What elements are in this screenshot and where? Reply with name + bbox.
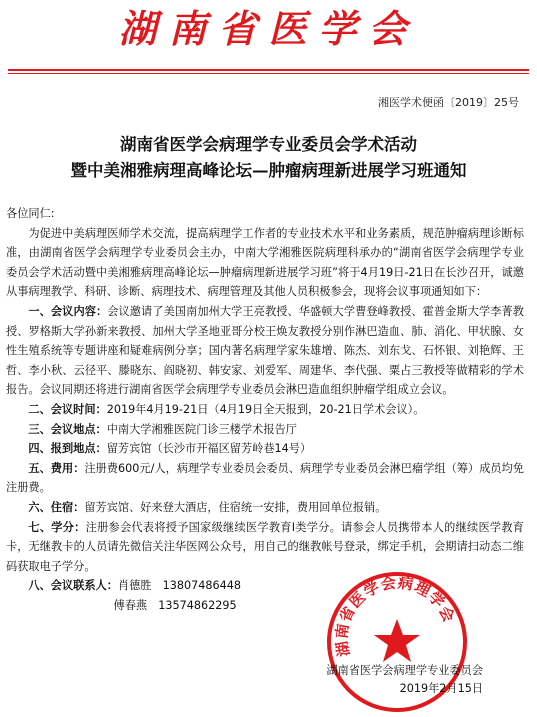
item-heading: 六、住宿： [28, 500, 85, 514]
item-text: 2019年4月19-21日（4月19日全天报到，20-21日学术会议）。 [106, 402, 425, 416]
contact-second: 傅春燕 13574862295 [113, 598, 237, 612]
item-heading: 三、会议地点： [28, 422, 107, 436]
item-heading: 八、会议联系人： [28, 579, 118, 593]
item-heading: 七、学分： [28, 520, 86, 534]
signature-org: 湖南省医学会病理学专业委员会 [326, 664, 483, 677]
item-time [6, 400, 524, 420]
item-heading: 五、费用： [28, 461, 85, 475]
letterhead-rule-thick [8, 69, 529, 71]
letterhead-rule-thin [8, 73, 529, 74]
item-heading: 二、会议时间： [28, 402, 107, 416]
letterhead-title: 湖南省医学会 [118, 6, 419, 51]
item-registration [6, 439, 524, 459]
item-text: 留芳宾馆、好来登大酒店，住宿统一安排，费用回单位报销。 [84, 500, 387, 514]
notice-title-line1: 湖南省医学会病理学专业委员会学术活动 [120, 135, 417, 154]
item-text: 注册参会代表将授予国家级继续医学教育I类学分。请参会人员携带本人的继续医学教育卡，无继教卡的人员请先微信关注华医网公众号，用自己的继教帐号登录，绑定手机，会期请扫动态二维码获取电子学分。 [6, 520, 524, 573]
seal-text: 湖南省医学会病理学会 [332, 573, 459, 658]
salutation: 各位同仁: [6, 207, 55, 220]
item-heading: 一、会议内容： [28, 304, 108, 318]
item-venue [6, 420, 524, 440]
signature-block [326, 662, 483, 698]
item-lodging [6, 498, 524, 518]
item-text: 中南大学湘雅医院门诊三楼学术报告厅 [106, 422, 297, 436]
item-text: 肖德胜 13807486448 [117, 579, 241, 593]
item-content [6, 302, 524, 400]
item-text: 注册费600元/人，病理学专业委员会委员、病理学专业委员会淋巴瘤学组（筹）成员均免注册费。 [6, 461, 524, 495]
item-text: 会议邀请了美国南加州大学王亮教授、华盛顿大学曹登峰教授、霍普金斯大学李菁教授、罗格斯大学孙新来教授、加州大学圣地亚哥分校王焕友教授分别作淋巴造血、肺、消化、甲状腺、女性生殖系统等专题讲座和疑难病例分享；国内著名病理学家朱雄增、陈杰、刘东戈、石怀银、刘艳辉、王哲、李小秋、云径平、滕晓东、阎晓初、韩安家、刘爱军、周建华、李代强、粟占三教授等做精彩的学术报告。会议同期还将进行湖南省医学会病理学专业委员会淋巴造血组织肿瘤学组成立会议。 [6, 304, 524, 397]
item-heading: 四、报到地点： [28, 442, 107, 456]
document-number: 湘医学术便函〔2019〕25号 [378, 96, 519, 109]
item-fee [6, 459, 524, 498]
notice-title-line2: 暨中美湘雅病理高峰论坛—肿瘤病理新进展学习班通知 [70, 161, 467, 180]
item-text: 留芳宾馆（长沙市开福区留芳岭巷14号） [106, 442, 312, 456]
seal-star-icon [374, 619, 420, 662]
intro-paragraph: 为促进中美病理医师学术交流，提高病理学工作者的专业技术水平和业务素质，规范肿瘤病理诊断标准，由湖南省医学会病理学专业委员会主办，中南大学湘雅医院病理科承办的“湖南省医学会病理学专业委员会学术活动暨中美湘雅病理高峰论坛—肿瘤病理新进展学习班”将于4月19日-21日在长沙召开，诚邀从事病理教学、科研、诊断、病理技术、病理管理及其他人员积极参会，现将会议事项通知如下： [6, 226, 524, 299]
signature-date: 2019年2月15日 [399, 682, 483, 695]
notice-body [6, 204, 524, 615]
